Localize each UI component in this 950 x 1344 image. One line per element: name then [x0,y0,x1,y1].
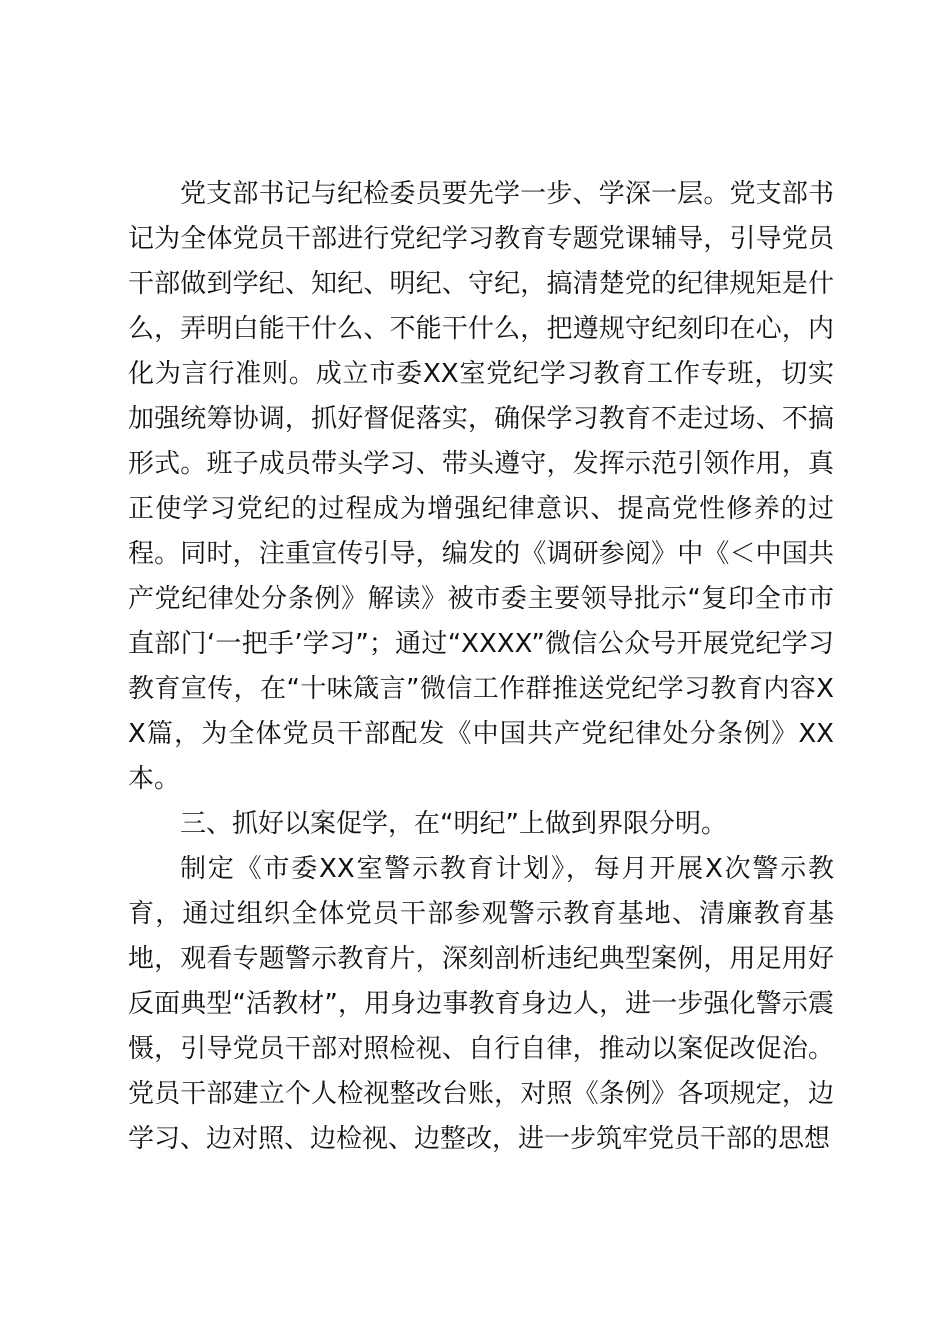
paragraph-warning-education: 制定《市委XX室警示教育计划》，每月开展X次警示教育，通过组织全体党员干部参观警示教育基地、清廉教育基地，观看专题警示教育片，深刻剖析违纪典型案例，用足用好反面典型“活教材”，用身边事教育身边人，进一步强化警示震慑，引导党员干部对照检视、自行自律，推动以案促改促治。党员干部建立个人检视整改台账，对照《条例》各项规定，边学习、边对照、边检视、边整改，进一步筑牢党员干部的思想 [128,854,834,1154]
paragraph-branch-secretary: 党支部书记与纪检委员要先学一步、学深一层。党支部书记为全体党员干部进行党纪学习教育专题党课辅导，引导党员干部做到学纪、知纪、明纪、守纪，搞清楚党的纪律规矩是什么，弄明白能干什么、不能干什么，把遵规守纪刻印在心，内化为言行准则。成立市委XX室党纪学习教育工作专班，切实加强统筹协调，抓好督促落实，确保学习教育不走过场、不搞形式。班子成员带头学习、带头遵守，发挥示范引领作用，真正使学习党纪的过程成为增强纪律意识、提高党性修养的过程。同时，注重宣传引导，编发的《调研参阅》中《＜中国共产党纪律处分条例》解读》被市委主要领导批示“复印全市市直部门‘一把手’学习”；通过“XXXX”微信公众号开展党纪学习教育宣传，在“十味箴言”微信工作群推送党纪学习教育内容XX篇，为全体党员干部配发《中国共产党纪律处分条例》XX本。 [128,179,834,794]
document-body [128,172,834,1162]
section-heading-three: 三、抓好以案促学，在“明纪”上做到界限分明。 [180,809,727,839]
